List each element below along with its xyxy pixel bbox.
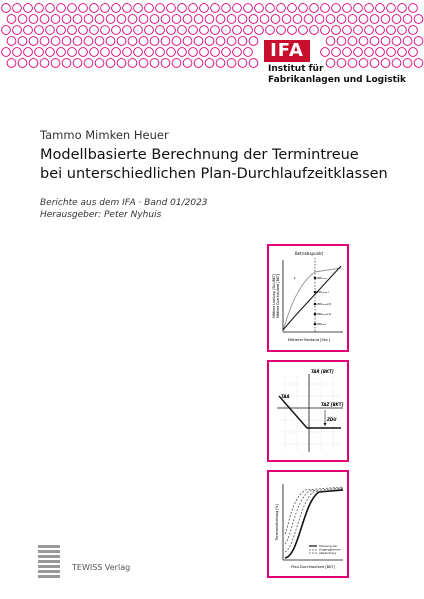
publisher-logo-icon — [38, 545, 68, 579]
figure-schedule-reliability — [267, 470, 349, 578]
x-axis-label: Plan-Durchlaufzeit [BKT] — [291, 565, 335, 569]
l-label: L — [294, 276, 296, 280]
zdu-label: ZDU — [327, 417, 337, 422]
lateness-diagram — [269, 362, 347, 460]
header-circle-pattern — [0, 0, 424, 68]
zdl-label-3: ZDLₚₗₐₙ(2) — [317, 302, 332, 306]
zdl-label-2: ZDLₚₗₐₙ,₂ — [317, 290, 330, 294]
figure-operating-curve — [267, 244, 349, 352]
title-line1: Modellbasierte Berechnung der Termintreue — [40, 147, 359, 163]
legend-text-3: abweichung — [319, 551, 336, 555]
y-axis-label-2: Mittlere Durchlaufzeit [BKT] — [276, 274, 280, 318]
institute-name — [268, 64, 418, 86]
legend-text-2: Zugangstermin- — [319, 547, 342, 552]
zdl-label-1: ZDLₘₐₓ — [317, 276, 328, 280]
grid — [279, 376, 341, 450]
point-1 — [314, 277, 317, 280]
zdl-label-5: ZDLₘᵢₙ — [317, 322, 327, 326]
point-4 — [314, 313, 317, 316]
ifa-logo: IFA — [264, 40, 310, 62]
taz-label: TAZ [BKT] — [321, 402, 344, 407]
y-axis-label-1: Mittlere Leistung [Std./BKT] — [272, 274, 276, 318]
schedule-reliability-diagram — [269, 472, 347, 576]
taa-label: TAA — [281, 394, 290, 399]
tar-label: TAR [BKT] — [311, 369, 334, 374]
curve-dashed-3 — [285, 487, 343, 534]
point-5 — [314, 323, 317, 326]
throughput-time-curve — [283, 266, 341, 330]
x-axis-label: Mittlerer Bestand [Std.] — [287, 338, 331, 342]
output-curve — [283, 268, 341, 332]
institute-name-line2: Fabrikanlagen und Logistik — [268, 75, 406, 85]
institute-name-line1: Institut für — [268, 64, 324, 74]
figure-lateness-diagram — [267, 360, 349, 462]
legend-text-1: Streuung der — [319, 544, 338, 548]
zdu-arrow-head — [324, 423, 327, 426]
author: Tammo Mimken Heuer — [40, 128, 169, 142]
operating-point-label: Betriebspunkt — [294, 251, 324, 256]
lateness-curve — [279, 396, 341, 428]
title-line2: bei unterschiedlichen Plan-Durchlaufzeitklassen — [40, 166, 388, 182]
editor-info: Herausgeber: Peter Nyhuis — [40, 210, 162, 220]
y-axis-label: Termineinhaltung [%] — [275, 503, 279, 541]
point-3 — [314, 303, 317, 306]
operating-curve-diagram — [269, 246, 347, 350]
publisher-name: TEWISS Verlag — [72, 563, 131, 572]
series-info: Berichte aus dem IFA · Band 01/2023 — [40, 198, 208, 208]
zdl-label-4: ZDLₚₗₐₙ(1) — [317, 312, 332, 316]
point-2 — [314, 291, 317, 294]
